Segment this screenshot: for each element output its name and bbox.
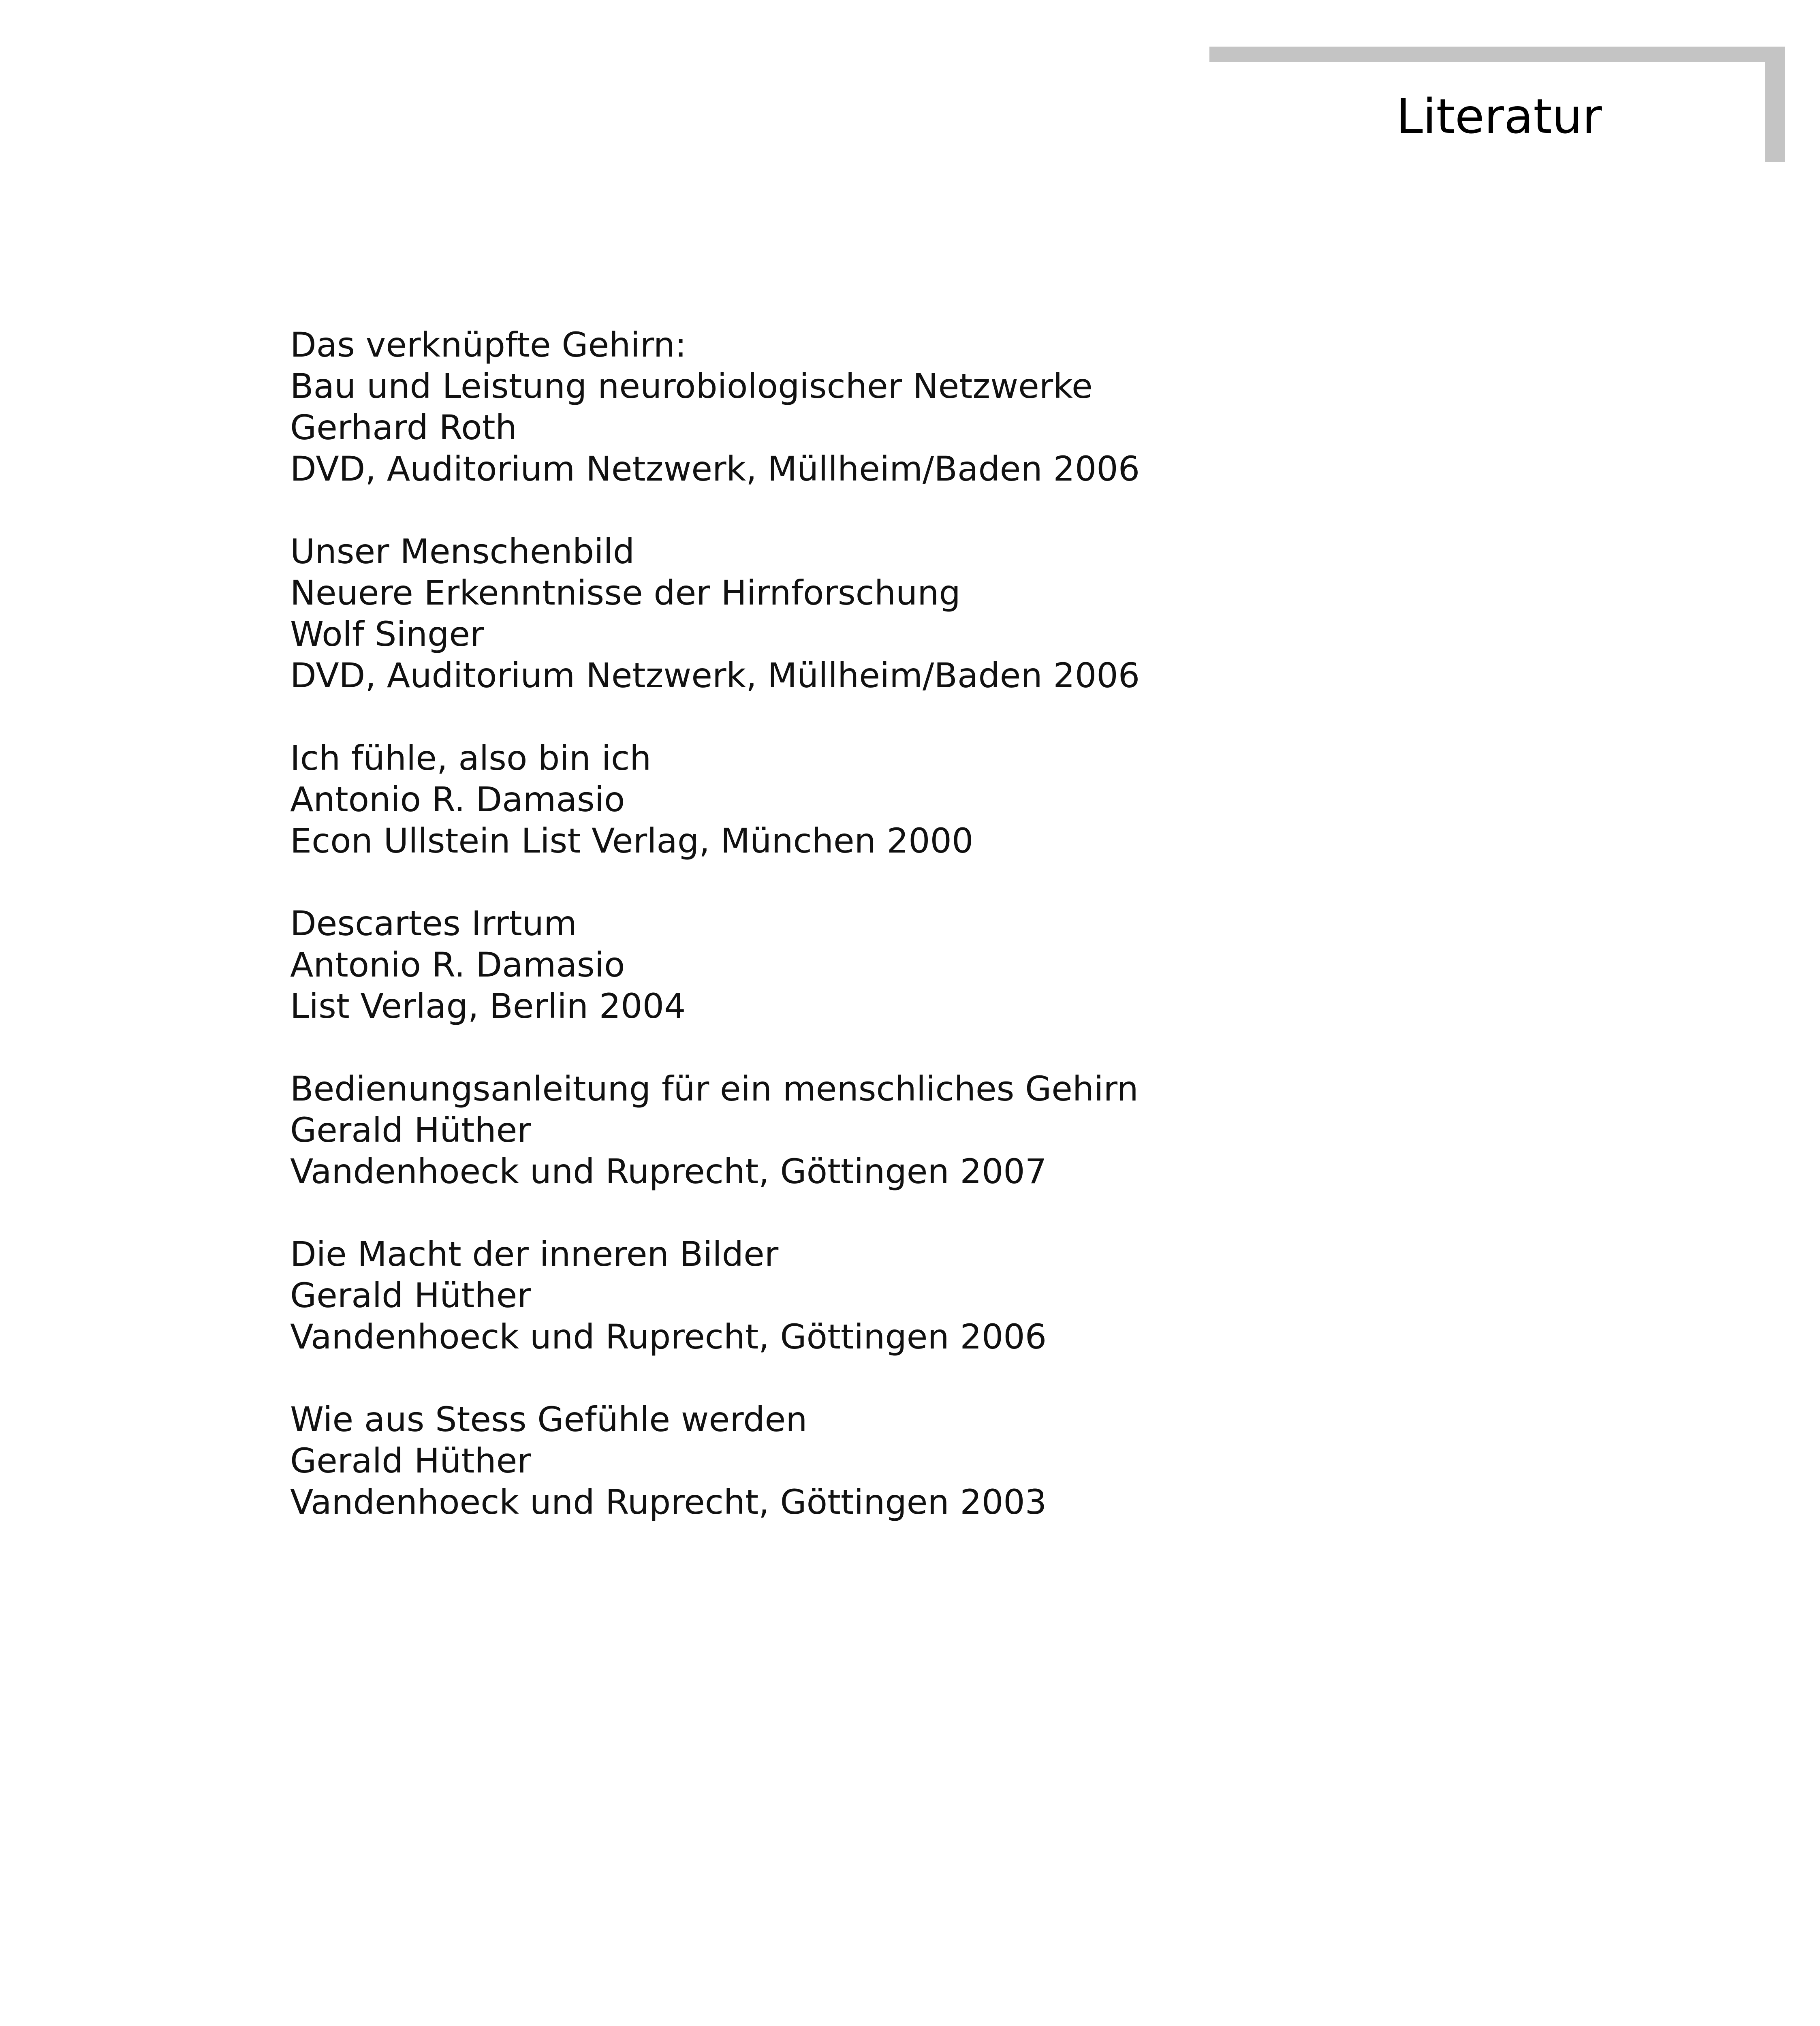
literature-entry (290, 1399, 1627, 1523)
entry-author: Gerald Hüther (290, 1441, 531, 1481)
entry-author: Gerhard Roth (290, 408, 517, 447)
entry-publisher: Vandenhoeck und Ruprecht, Göttingen 2006 (290, 1317, 1047, 1357)
entry-author: Antonio R. Damasio (290, 780, 625, 819)
entry-title: Bedienungsanleitung für ein menschliches Gehirn (290, 1069, 1139, 1109)
entry-subtitle: Neuere Erkenntnisse der Hirnforschung (290, 573, 961, 613)
literature-entry (290, 324, 1627, 489)
page-title: Literatur (1396, 88, 1602, 144)
entry-title: Unser Menschenbild (290, 532, 635, 571)
entry-publisher: List Verlag, Berlin 2004 (290, 986, 686, 1026)
entry-title: Das verknüpfte Gehirn: (290, 325, 687, 365)
literature-entry (290, 531, 1627, 696)
entry-title: Descartes Irrtum (290, 904, 577, 943)
literature-entry (290, 1233, 1627, 1357)
entry-publisher: Vandenhoeck und Ruprecht, Göttingen 2003 (290, 1482, 1047, 1522)
entry-publisher: Econ Ullstein List Verlag, München 2000 (290, 821, 974, 861)
entry-publisher: DVD, Auditorium Netzwerk, Müllheim/Baden 2006 (290, 449, 1140, 489)
entry-author: Wolf Singer (290, 614, 484, 654)
entry-publisher: Vandenhoeck und Ruprecht, Göttingen 2007 (290, 1152, 1047, 1191)
literature-entry (290, 737, 1627, 861)
header-corner-bar-horizontal (1209, 47, 1785, 62)
entry-author: Gerald Hüther (290, 1110, 531, 1150)
entry-subtitle: Bau und Leistung neurobiologischer Netzwerke (290, 366, 1093, 406)
entry-title: Wie aus Stess Gefühle werden (290, 1400, 807, 1439)
literature-list (290, 324, 1627, 1564)
entry-publisher: DVD, Auditorium Netzwerk, Müllheim/Baden 2006 (290, 656, 1140, 695)
entry-title: Ich fühle, also bin ich (290, 738, 652, 778)
literature-entry (290, 903, 1627, 1027)
literature-entry (290, 1068, 1627, 1192)
entry-author: Gerald Hüther (290, 1276, 531, 1315)
entry-author: Antonio R. Damasio (290, 945, 625, 985)
header-corner-bar-vertical (1765, 47, 1785, 162)
entry-title: Die Macht der inneren Bilder (290, 1234, 779, 1274)
